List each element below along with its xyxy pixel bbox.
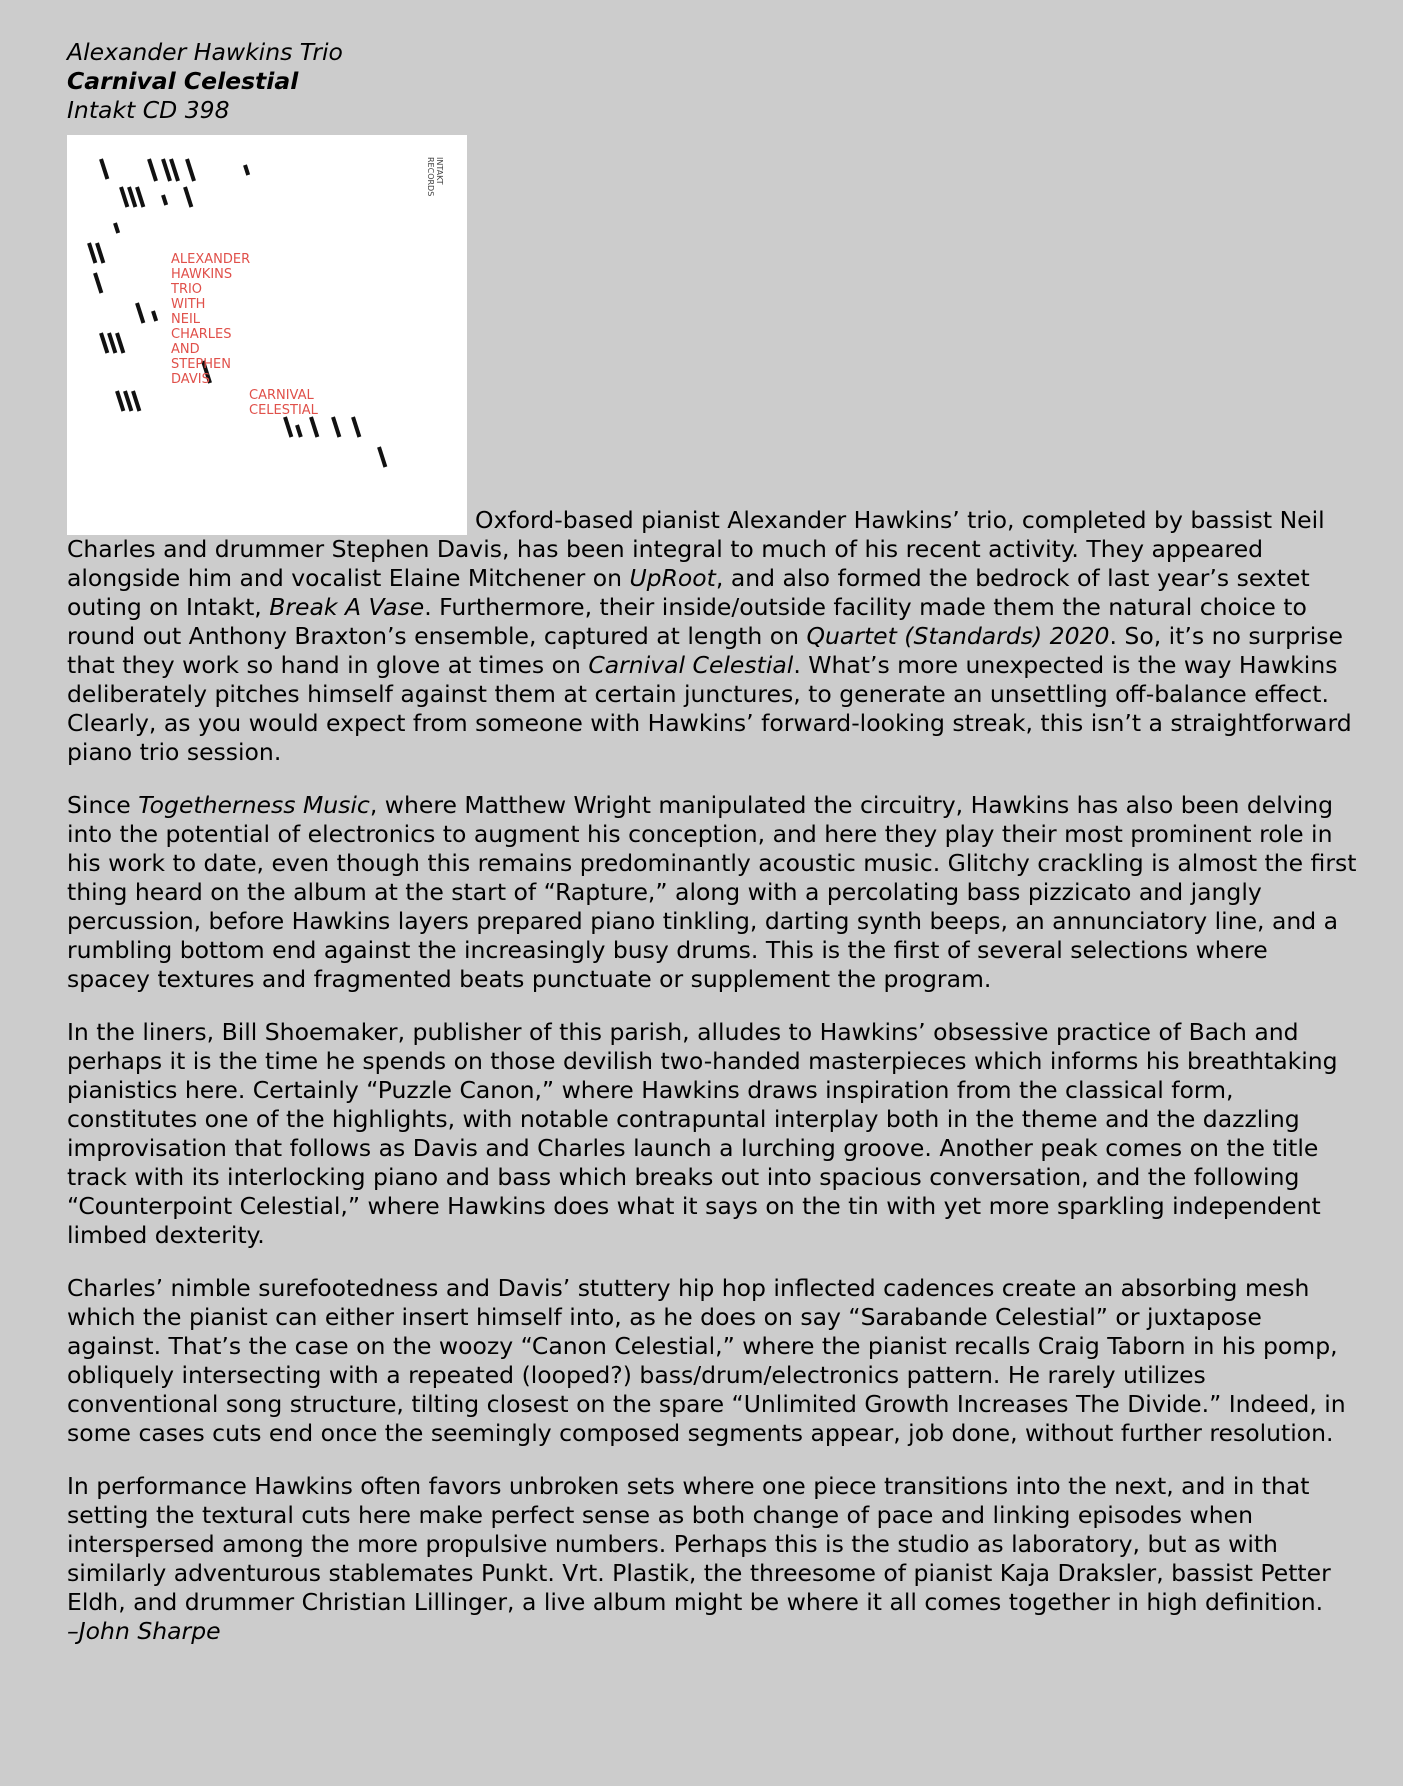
paragraph-2 (67, 791, 1357, 994)
artist-name: Alexander Hawkins Trio (67, 38, 343, 66)
cover-mark-17 (153, 311, 156, 321)
cover-artist-line-3: TRIO (171, 282, 203, 297)
paragraph-3: In the liners, Bill Shoemaker, publisher of this parish, alludes to Hawkins’ obsessive practice of Bach and perhaps it is the time he spends on those devilish two-handed masterpieces which informs his breathtaking pianistics here. Certainly “Puzzle Canon,” where Hawkins draws inspiration from the classical form, constitutes one of the highlights, with notable contrapuntal interplay both in the theme and the dazzling improvisation that follows as Davis and Charles launch a lurching groove. Another peak comes on the title track with its interlocking piano and bass which breaks out into spacious conversation, and the following “Counterpoint Celestial,” where Hawkins does what it says on the tin with yet more sparkling independent limbed dexterity. (67, 1018, 1338, 1249)
cover-title-line-1: CARNIVAL (249, 388, 314, 403)
cover-mark-13 (89, 243, 95, 263)
paragraph-1-text-d: . So, it’s no surprise that they work so hand in glove at times on (67, 622, 1343, 679)
album-ref-uproot: UpRoot (629, 564, 716, 592)
cover-mark-5 (187, 159, 194, 181)
cover-mark-4 (171, 159, 178, 181)
cover-title-line-2: CELESTIAL (249, 403, 318, 418)
cover-mark-27 (311, 417, 317, 437)
paragraph-2-text-b: , where Matthew Wright manipulated the circuitry, Hawkins has also been delving into the potential of electronics to augment his conception, and here they play their most prominent role in his work to date, even though this remains predominantly acoustic music. Glitchy crackling is almost the first thing heard on the album at the start of “Rapture,” along with a percolating bass pizzicato and jangly percussion, before Hawkins layers prepared piano tinkling, darting synth beeps, an annunciatory line, and a rumbling bottom end against the increasingly busy drums. This is the first of several selections where spacey textures and fragmented beats punctuate or supplement the program. (67, 791, 1357, 993)
paragraph-4: Charles’ nimble surefootedness and Davis’ stuttery hip hop inflected cadences create an absorbing mesh which the pianist can either insert himself into, as he does on say “Sarabande Celestial” or juxtapose against. That’s the case on the woozy “Canon Celestial,” where the pianist recalls Craig Taborn in his pomp, obliquely intersecting with a repeated (looped?) bass/drum/electronics pattern. He rarely utilizes conventional song structure, tilting closest on the spare “Unlimited Growth Increases The Divide.” Indeed, in some cases cuts end once the seemingly composed segments appear, job done, without further resolution. (67, 1274, 1346, 1447)
cover-mark-24 (133, 391, 139, 411)
album-ref-break-a-vase: Break A Vase (269, 593, 425, 621)
album-cover-art (67, 135, 467, 535)
cover-label-text-1: INTAKT (435, 157, 444, 185)
cover-artist-line-5: NEIL (171, 312, 201, 327)
album-ref-togetherness-music: Togetherness Music (138, 791, 370, 819)
cover-mark-3 (163, 159, 170, 181)
cover-mark-8 (129, 187, 135, 207)
cover-mark-19 (109, 333, 115, 353)
cover-mark-1 (101, 159, 107, 179)
album-ref-carnival-celestial: Carnival Celestial (588, 651, 794, 679)
album-title: Carnival Celestial (67, 67, 299, 95)
cover-artist-line-8: STEPHEN (171, 357, 231, 372)
cover-mark-18 (101, 333, 107, 353)
cover-artist-line-2: HAWKINS (171, 267, 233, 282)
cover-mark-20 (117, 333, 123, 353)
cover-mark-9 (137, 187, 143, 207)
album-header (67, 38, 1357, 125)
cover-artist-line-9: DAVIS (171, 372, 210, 387)
cover-artist-line-4: WITH (171, 297, 206, 312)
paragraph-2-text-a: Since (67, 791, 139, 819)
cover-mark-12 (115, 223, 118, 233)
paragraph-1-text-b: , and also formed the bedrock of last year’s sextet outing on Intakt, (67, 564, 1310, 621)
cover-mark-22 (117, 391, 123, 411)
paragraph-1-text-c: . Furthermore, their inside/outside facility made them the natural choice to round out Anthony Braxton’s ensemble, captured at length on (67, 593, 1307, 650)
paragraph-5-text: In performance Hawkins often favors unbroken sets where one piece transitions into the next, and in that setting the textural cuts here make perfect sense as both change of pace and linking episodes when interspersed among the more propulsive numbers. Perhaps this is the studio as laboratory, but as with similarly adventurous stablemates Punkt. Vrt. Plastik, the threesome of pianist Kaja Draksler, bassist Petter Eldh, and drummer Christian Lillinger, a live album might be where it all comes together in high definition. (67, 1472, 1331, 1616)
cover-mark-10 (163, 195, 166, 205)
cover-artist-line-1: ALEXANDER (171, 252, 251, 267)
author-signature: –John Sharpe (67, 1617, 221, 1645)
review-article (67, 38, 1357, 1646)
cover-mark-2 (149, 159, 156, 181)
album-ref-quartet: Quartet (Standards) 2020 (806, 622, 1110, 650)
album-cover-image (67, 135, 467, 535)
cover-mark-29 (353, 417, 359, 437)
cover-mark-23 (125, 391, 131, 411)
cover-mark-7 (121, 187, 127, 207)
cover-artist-line-7: AND (171, 342, 200, 357)
paragraph-1-text-e: . What’s more unexpected is the way Hawkins deliberately pitches himself against them at certain junctures, to generate an unsettling off-balance effect. Clearly, as you would expect from someone with Hawkins’ forward-looking streak, this isn’t a straightforward piano trio session. (67, 651, 1352, 766)
cover-mark-28 (333, 417, 339, 437)
cover-mark-26 (297, 425, 301, 437)
cover-artist-line-6: CHARLES (171, 327, 232, 342)
cover-mark-6 (245, 165, 248, 175)
cover-mark-15 (95, 273, 101, 293)
paragraph-5 (67, 1472, 1357, 1646)
cover-mark-11 (185, 187, 191, 207)
paragraph-1-text-a: Oxford-based pianist Alexander Hawkins’ trio, completed by bassist Neil Charles and drummer Stephen Davis, has been integral to much of his recent activity. They appeared alongside him and vocalist Elaine Mitchener on (67, 506, 1325, 592)
cover-mark-16 (137, 303, 143, 323)
paragraph-1 (67, 125, 1357, 767)
cover-mark-30 (379, 447, 385, 467)
catalog-number: Intakt CD 398 (67, 96, 230, 124)
cover-mark-25 (285, 417, 291, 437)
cover-label-text-2: RECORDS (426, 157, 435, 197)
cover-mark-14 (97, 243, 103, 263)
